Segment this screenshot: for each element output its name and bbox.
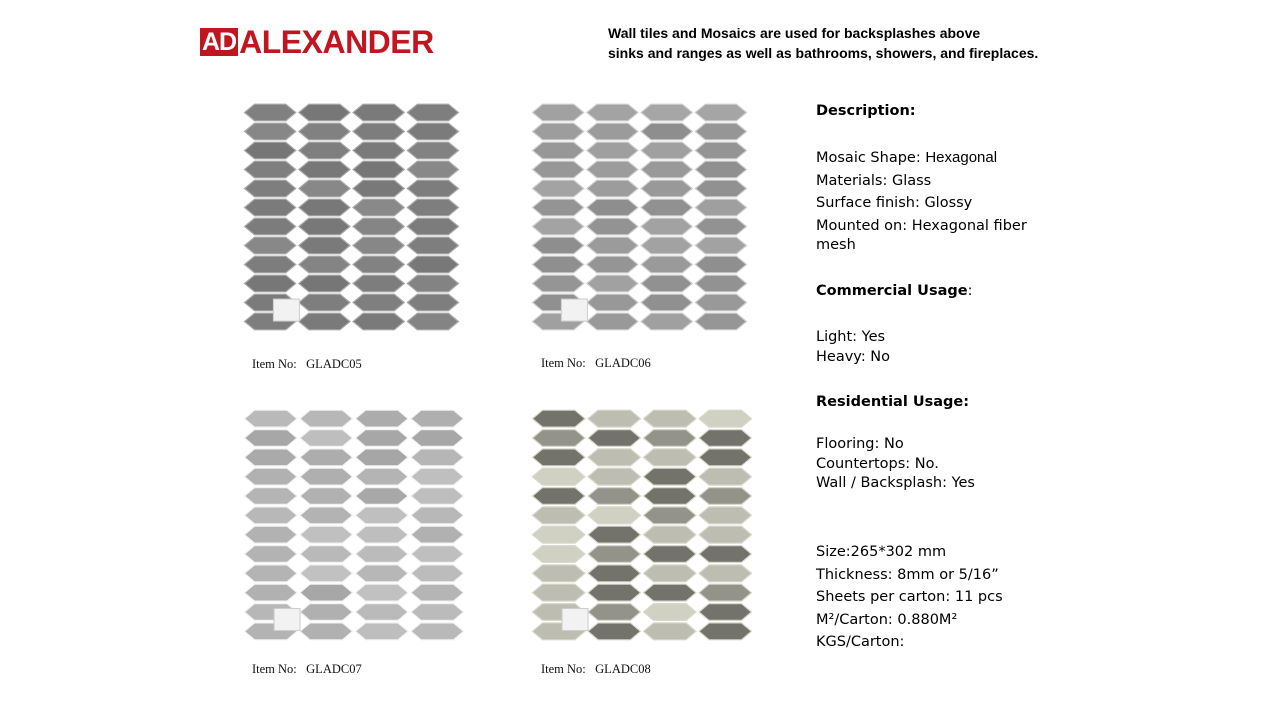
spec-mounted-1: Mounted on: Hexagonal fiber <box>816 217 1027 234</box>
description-heading: Description: <box>816 103 916 119</box>
spec-countertops: Countertops: No. <box>816 455 939 472</box>
commercial-heading-colon: : <box>967 283 973 299</box>
spec-shape <box>816 148 1066 169</box>
brand-logo <box>200 24 434 60</box>
spec-sheets: Sheets per carton: 11 pcs <box>816 589 1003 605</box>
spec-shape-value: Hexagonal <box>925 149 998 166</box>
tagline-line-2: sinks and ranges as well as bathrooms, showers, and fireplaces. <box>608 45 1039 61</box>
spec-light: Light: Yes <box>816 329 886 345</box>
logo-wordmark: ALEXANDER <box>239 24 434 60</box>
logo-mark: AD <box>202 28 237 56</box>
spec-mounted-2: mesh <box>816 237 856 253</box>
commercial-heading <box>816 282 1066 302</box>
tagline-line-1: Wall tiles and Mosaics are used for backsplashes above <box>608 25 981 41</box>
tile-image-gladc08 <box>531 409 753 641</box>
spec-materials: Materials: Glass <box>816 172 932 189</box>
item-number-gladc05: Item No: GLADC05 <box>252 357 362 371</box>
commercial-heading-text: Commercial Usage <box>816 283 968 299</box>
spec-heavy: Heavy: No <box>816 348 891 365</box>
item-number-gladc08: Item No: GLADC08 <box>541 662 651 676</box>
spec-wall: Wall / Backsplash: Yes <box>816 475 975 491</box>
spec-m2: M²/Carton: 0.880M² <box>816 611 958 628</box>
tagline <box>608 23 1068 63</box>
spec-kgs: KGS/Carton: <box>816 634 905 650</box>
spec-size: Size:265*302 mm <box>816 544 947 560</box>
item-number-gladc07: Item No: GLADC07 <box>252 662 362 676</box>
tile-image-gladc07 <box>243 409 465 641</box>
item-number-gladc06: Item No: GLADC06 <box>541 356 651 370</box>
tile-image-gladc05 <box>243 103 460 331</box>
spec-surface: Surface finish: Glossy <box>816 195 973 211</box>
spec-thickness: Thickness: 8mm or 5/16” <box>816 566 999 583</box>
spec-shape-label: Mosaic Shape: <box>816 150 926 166</box>
spec-flooring: Flooring: No <box>816 436 904 452</box>
residential-heading: Residential Usage: <box>816 394 970 410</box>
tile-image-gladc06 <box>531 103 748 331</box>
